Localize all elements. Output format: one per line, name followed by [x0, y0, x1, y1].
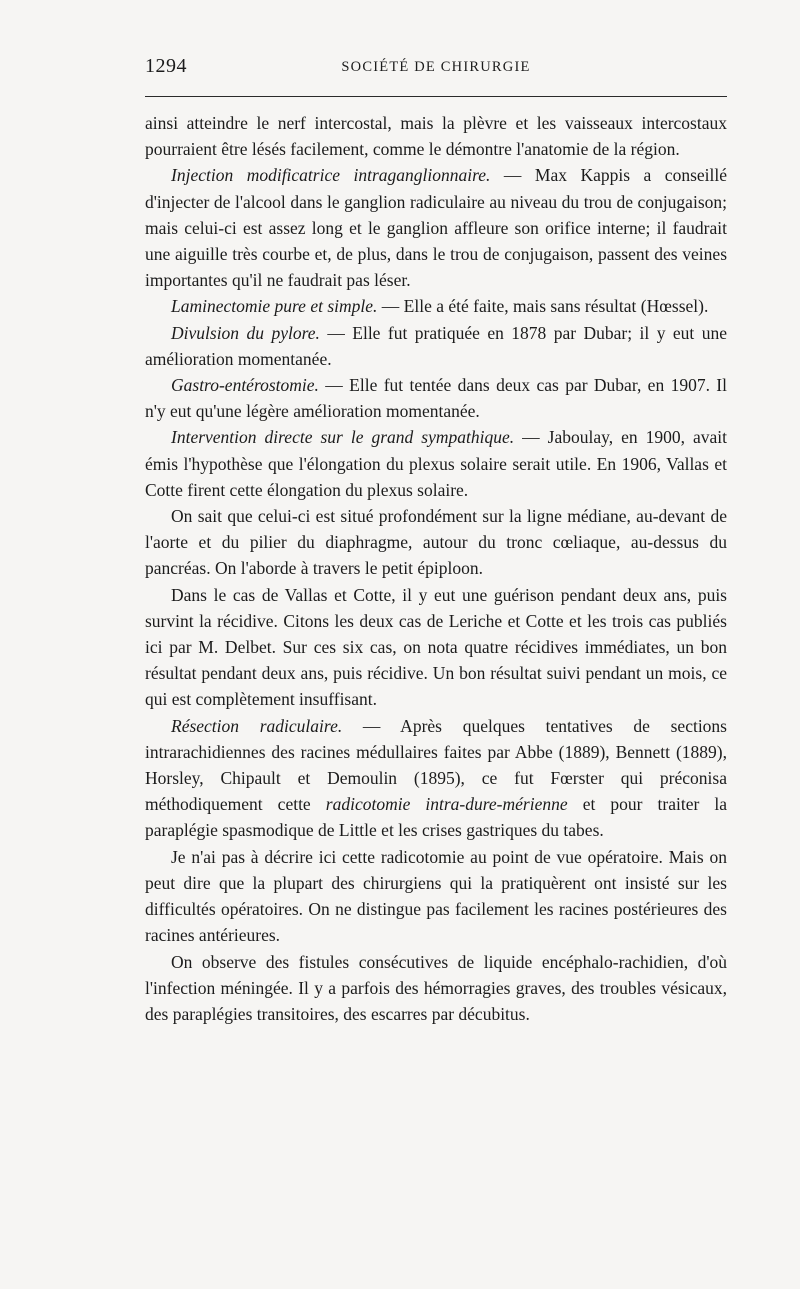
italic-term: radicotomie intra-dure-mérienne: [325, 794, 568, 815]
paragraph-heading: Injection modificatrice intraganglionnaire.: [171, 165, 491, 186]
paragraph-laminectomie: [145, 293, 727, 319]
paragraph-heading: Laminectomie pure et simple.: [171, 296, 378, 317]
paragraph-resection: [145, 713, 727, 844]
paragraph-heading: Divulsion du pylore.: [171, 322, 320, 343]
paragraph-text: Je n'ai pas à décrire ici cette radicotomie au point de vue opératoire. Mais on peut dire que la plupart des chirurgiens qui la pratiquèrent ont insisté sur les difficultés opératoires. On ne distingue pas facilement les racines postérieures des racines antérieures.: [145, 846, 727, 946]
paragraph-continuation: [145, 110, 727, 162]
body-text: [145, 110, 727, 1027]
paragraph-injection: [145, 162, 727, 293]
paragraph-divulsion: [145, 320, 727, 372]
paragraph-radicotomie: [145, 844, 727, 949]
paragraph-text: Dans le cas de Vallas et Cotte, il y eut une guérison pendant deux ans, puis survint la récidive. Citons les deux cas de Leriche et Cotte et les trois cas publiés ici par M. Delbet. Sur ces six cas, on nota quatre récidives immédiates, un bon résultat pendant deux ans, puis récidive. Un bon résultat suivi pendant un mois, ce qui est complètement insuffisant.: [145, 584, 727, 710]
paragraph-vallas-cotte: [145, 582, 727, 713]
paragraph-text: — Après quelques tentatives de sections intrarachidiennes des racines médullaires faites par Abbe (1889), Bennett (1889), Horsley, Chipault et Demoulin (1895), ce fut Fœrster qui préconisa méthodiquement cette: [145, 715, 727, 815]
paragraph-plexus: [145, 503, 727, 582]
paragraph-text: On sait que celui-ci est situé profondément sur la ligne médiane, au-devant de l'aorte et du pilier du diaphragme, autour du tronc cœliaque, au-dessus du pancréas. On l'aborde à travers le petit épiploon.: [145, 506, 727, 579]
paragraph-text: — Elle a été faite, mais sans résultat (Hœssel).: [377, 296, 709, 317]
paragraph-text: — Jaboulay, en 1900, avait émis l'hypothèse que l'élongation du plexus solaire serait utile. En 1906, Vallas et Cotte firent cette élongation du plexus solaire.: [145, 427, 727, 500]
paragraph-text: — Elle fut pratiquée en 1878 par Dubar; il y eut une amélioration momentanée.: [145, 322, 727, 369]
paragraph-text: ainsi atteindre le nerf intercostal, mais la plèvre et les vaisseaux intercostaux pourraient être lésés facilement, comme le démontre l'anatomie de la région.: [145, 113, 727, 160]
page-header: [145, 55, 727, 85]
paragraph-text: et pour traiter la paraplégie spasmodique de Little et les crises gastriques du tabes.: [145, 794, 727, 841]
paragraph-heading: Intervention directe sur le grand sympathique.: [171, 427, 515, 448]
paragraph-gastro: [145, 372, 727, 424]
paragraph-fistules: [145, 949, 727, 1028]
paragraph-text: — Max Kappis a conseillé d'injecter de l'alcool dans le ganglion radiculaire au niveau du trou de conjugaison; mais celui-ci est assez long et le ganglion affleure son orifice interne; il faudrait une aiguille très courbe et, de plus, dans le trou de conjugaison, passent des veines importantes qu'il ne faudrait pas léser.: [145, 165, 727, 291]
page-number: 1294: [145, 55, 187, 77]
paragraph-heading: Gastro-entérostomie.: [171, 375, 319, 396]
paragraph-text: On observe des fistules consécutives de liquide encéphalo-rachidien, d'où l'infection méningée. Il y a parfois des hémorragies graves, des troubles vésicaux, des paraplégies transitoires, des escarres par décubitus.: [145, 951, 727, 1024]
paragraph-intervention: [145, 424, 727, 503]
header-rule: [145, 96, 727, 97]
paragraph-heading: Résection radiculaire.: [171, 715, 343, 736]
running-title: SOCIÉTÉ DE CHIRURGIE: [341, 59, 531, 75]
paragraph-text: — Elle fut tentée dans deux cas par Dubar, en 1907. Il n'y eut qu'une légère amélioration momentanée.: [145, 375, 727, 422]
